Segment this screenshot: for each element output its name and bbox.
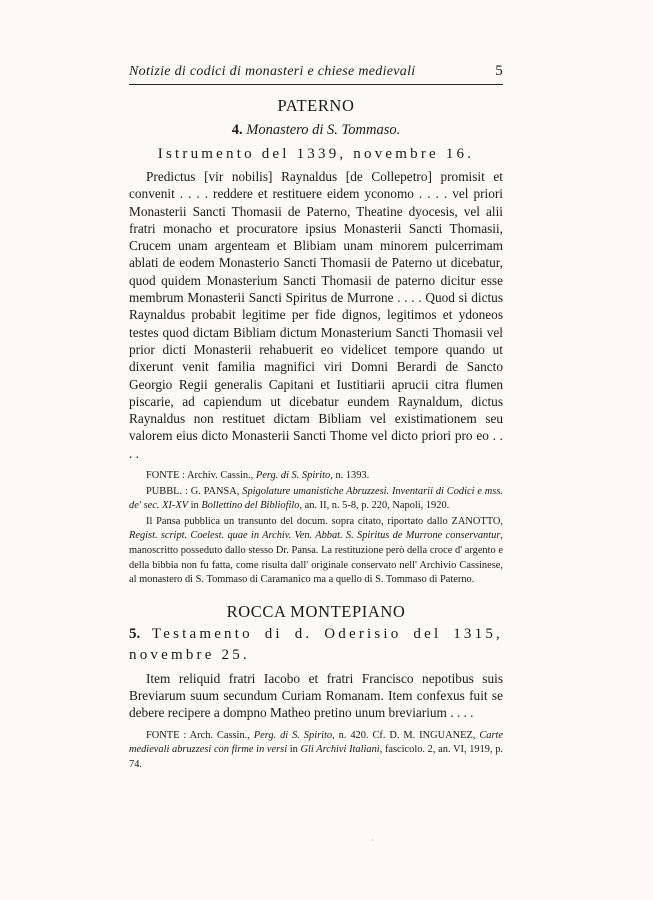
commentary-note: Il Pansa pubblica un transunto del docum. sopra citato, riportato dallo ZANOTTO, Regist. script. Coelest. quae in Archiv. Ven. Abbat. S. Spiritus de Murrone conservantur, manoscritto posseduto dallo stesso Dr. Pansa. La restituzione però della croce d' argento e della bibbia non fu fatta, come risulta dall' originale conservato nell' Archivio Cassinese, al monastero di S. Tommaso di Caramanico ma a quello di S. Tommaso di Paterno. (129, 515, 503, 586)
running-title: Notizie di codici di monasteri e chiese medievali (129, 64, 416, 79)
page-number: 5 (495, 63, 503, 79)
page-content (129, 96, 503, 772)
notes-block-rocca (129, 729, 503, 773)
running-header (129, 63, 503, 80)
speck-mark: ˙ (371, 838, 374, 847)
fonte-note: FONTE : Archiv. Cassin., Perg. di S. Spirito, n. 1393. (146, 470, 370, 482)
pubbl-note: PUBBL. : G. PANSA, Spigolature umanistiche Abruzzesi. Inventarii di Codici e mss. de' sec. XI-XV in Bollettino del Bibliofilo, an. II, n. 5-8, p. 220, Napoli, 1920. (129, 485, 503, 512)
header-rule (129, 84, 503, 85)
entry-number: 5. (129, 625, 141, 642)
entry-name: Monastero di S. Tommaso. (246, 122, 401, 138)
section-title-paterno: PATERNO (277, 96, 355, 115)
notes-block-paterno (129, 469, 503, 588)
testament-heading: Testamento di d. Oderisio del 1315, novembre 25. (129, 625, 503, 663)
entry-number: 4. (231, 122, 243, 138)
entry-heading-5 (129, 624, 503, 666)
document-text-paterno: Predictus [vir nobilis] Raynaldus [de Collepetro] promisit et convenit . . . . reddere et restituere eidem yconomo . . . . vel priori Monasterii Sancti Thomasii de Paterno, Theatine dyocesis, vel alii fratri monacho et procuratore ipsius Monasterii Sancti Thomasii, Crucem unam argenteam et Blibiam unam minorem pulcerrimam ablati de eodem Monasterio Sancti Thomasii de Paterno ut dicebatur, quod quidem Monasterium Sancti Thomasii de paterno dicitur esse membrum Monasterii Sancti Spiritus de Murrone . . . . Quod si dictus Raynaldus probabit legitime per fide dignos, legitimos et ydoneos testes quod dictam Bibliam dictum Monasterium Sancti Thomasii vel prior dicti Monasterii rehabuerit eo videlicet tempore quando ut dixerunt venit familia magnifici viri Domni Berardi de Sancto Georgio Regii generalis Capitani et Iustitiarii aprucii citra flumen piscarie, ad capiendum ut dicebatur eundem Raynaldum, dictus Raynaldus non restituet dictam Bibliam vel existimationem seu valorem eius dicto Monasterii Sancti Thome vel dicto priori pro eo . . . . (129, 169, 503, 461)
document-date-line: Istrumento del 1339, novembre 16. (157, 146, 475, 162)
entry-heading-4 (129, 120, 503, 140)
document-text-rocca: Item reliquid fratri Iacobo et fratri Francisco nepotibus suis Breviarum suum secundum Curiam Romanam. Item confexus fuit se debere recipere a dompno Matheo pretino unum breviarium . . . . (129, 670, 503, 721)
fonte-note-rocca: FONTE : Arch. Cassin., Perg. di S. Spirito, n. 420. Cf. D. M. INGUANEZ, Carte medievali abruzzesi con firme in versi in Gli Archivi Italiani, fascicolo. 2, an. VI, 1919, p. 74. (129, 729, 504, 770)
section-title-rocca-montepiano: ROCCA MONTEPIANO (226, 601, 406, 621)
